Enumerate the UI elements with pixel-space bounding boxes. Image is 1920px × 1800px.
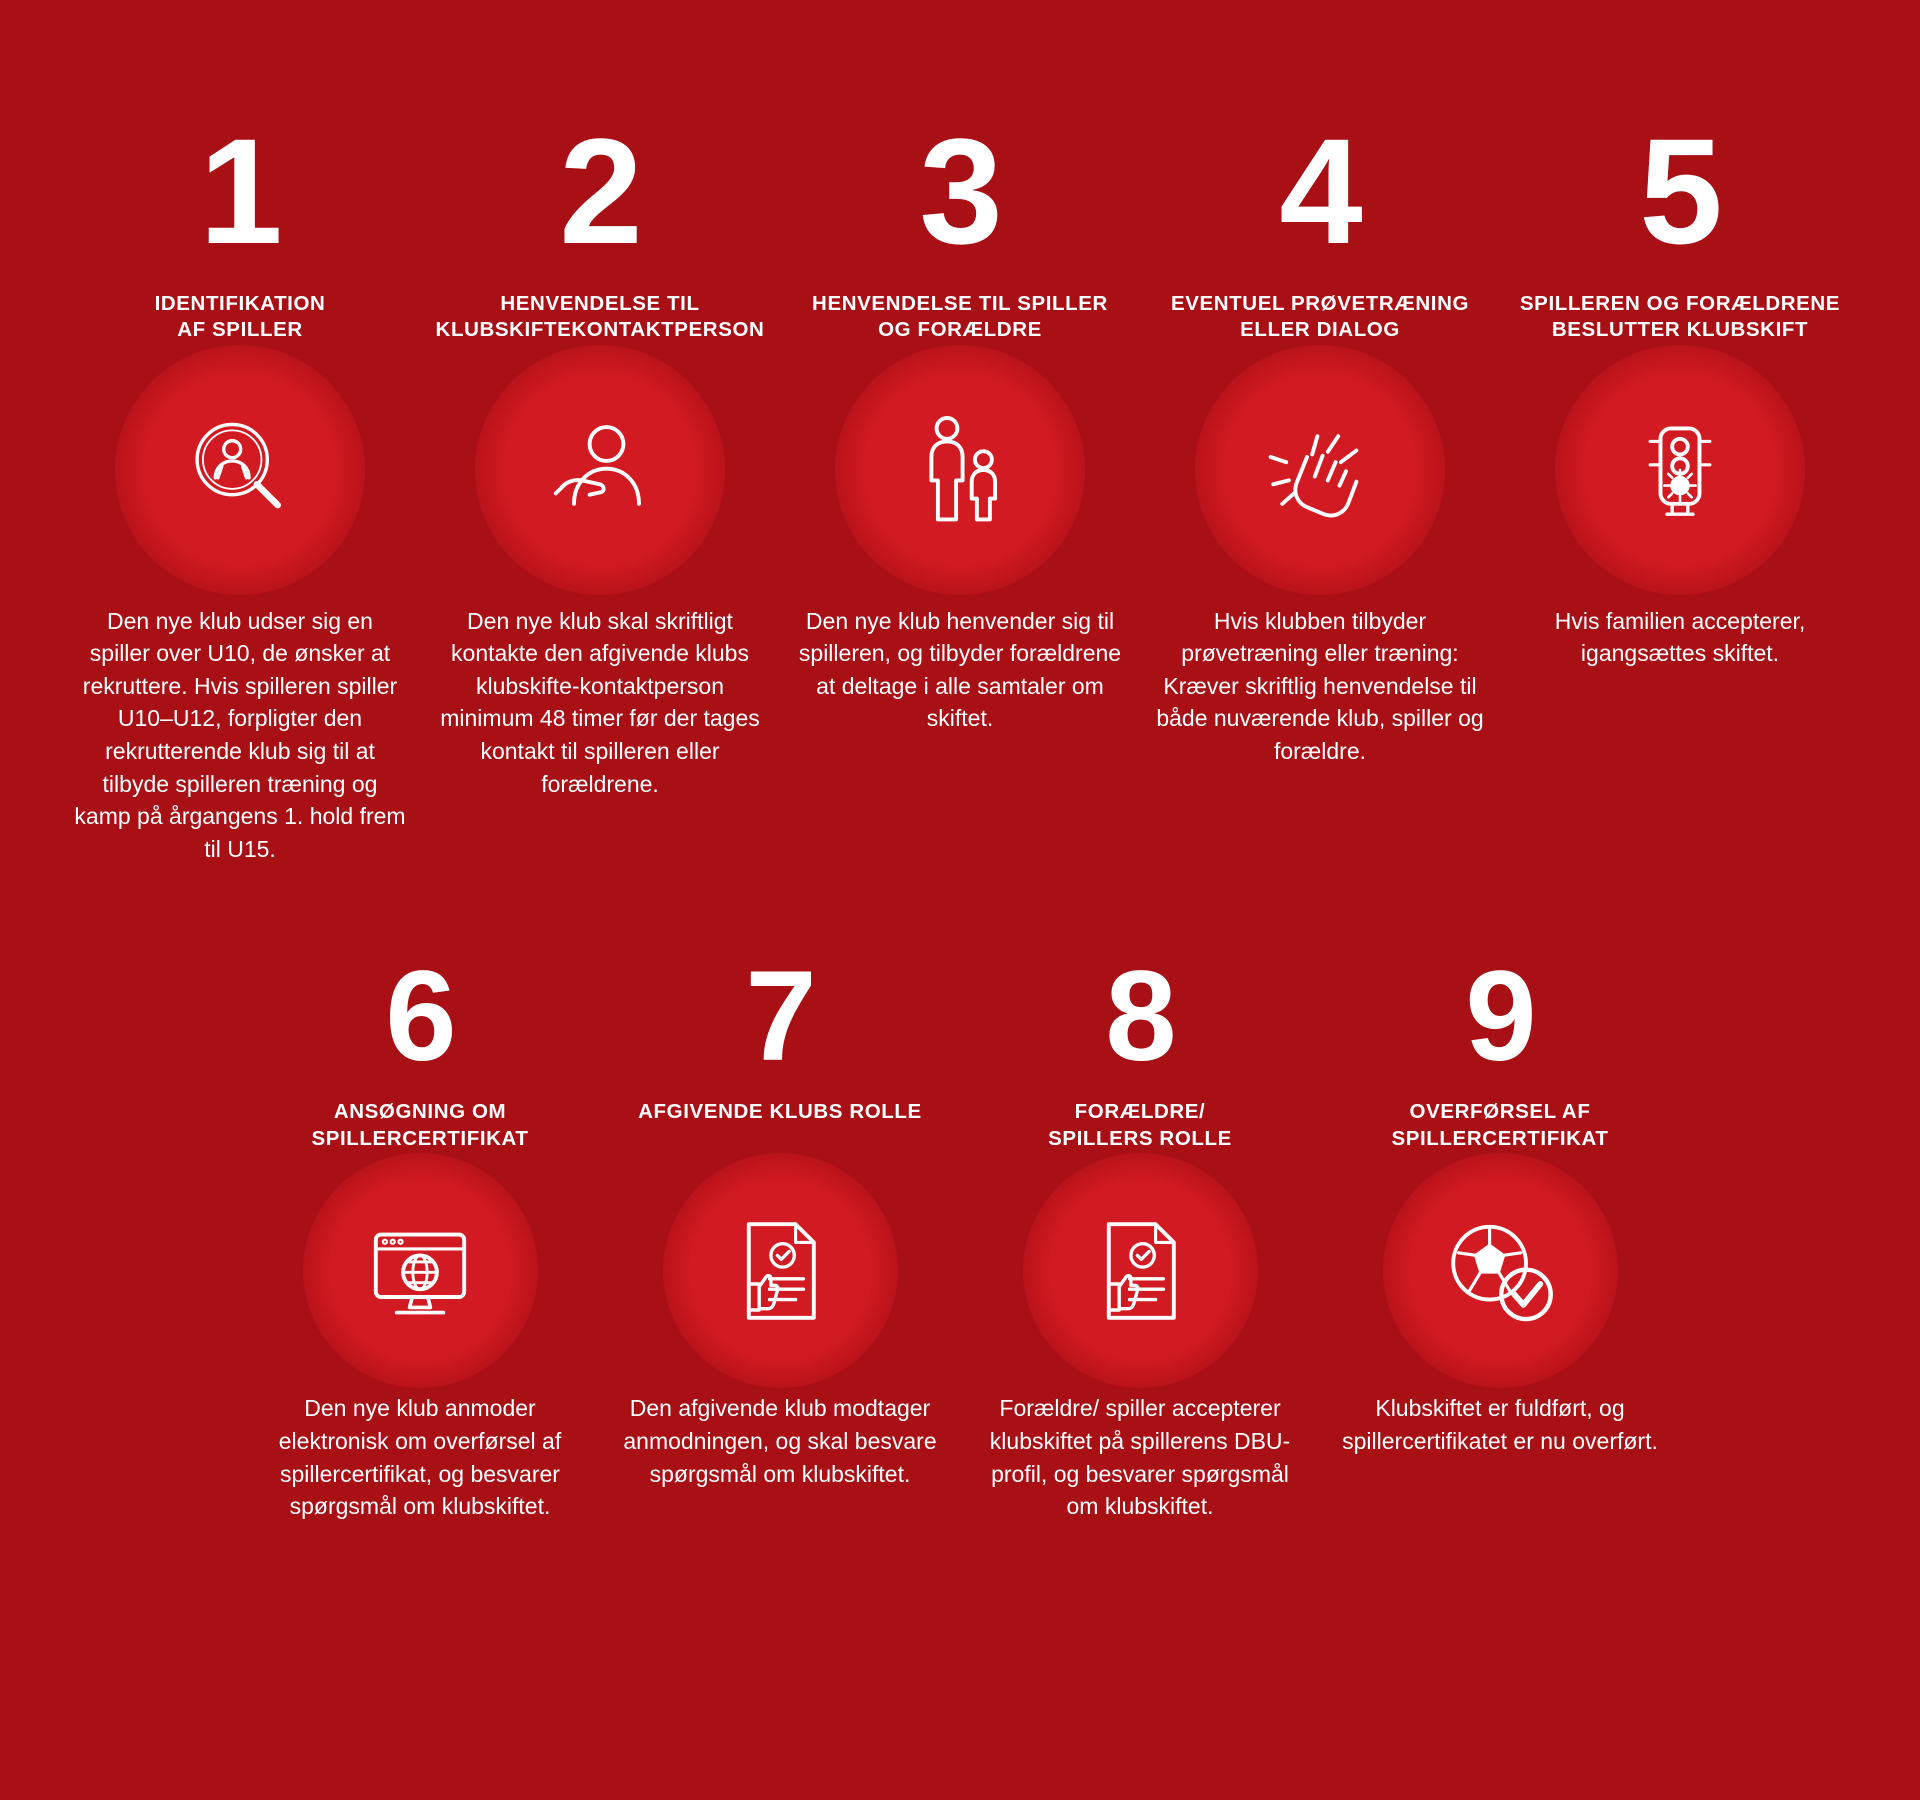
step-number: 9 [1465,944,1535,1088]
step-title [812,291,1108,345]
step-number: 4 [1279,107,1361,275]
computer-globe-icon [345,1196,495,1346]
step-body: Den nye klub udser sig en spiller over U10, de ønsker at rekruttere. Hvis spilleren spiller U10–U12, forpligter den rekrutterende klub sig til at tilbyde spilleren træning og kamp på årgangens 1. hold frem til U15. [74,607,406,863]
document-thumbup-icon [705,1196,855,1346]
step-title-line1: HENVENDELSE TIL [500,291,700,315]
step-number: 3 [919,107,1001,275]
step-body: Forældre/ spiller accepterer klubskiftet på spillerens DBU-profil, og besvarer spørgsmål om klubskiftet. [989,1395,1291,1520]
step-title [638,1099,922,1153]
step-title [436,291,765,345]
football-check-icon [1425,1196,1575,1346]
step-4 [1140,107,1500,768]
step-icon-wrap [475,345,725,595]
step-body: Den nye klub skal skriftligt kontakte den afgivende klubs klubskifte-kontaktperson minimum 48 timer før der tages kontakt til spilleren eller forældrene. [440,607,760,797]
step-title-line1: HENVENDELSE TIL SPILLER [812,291,1108,315]
step-title-line2: AF SPILLER [177,318,303,342]
step-icon-wrap [835,345,1085,595]
document-thumbup-icon [1065,1196,1215,1346]
step-number: 5 [1639,107,1721,275]
step-2 [420,107,780,800]
step-body: Hvis familien accepterer, igangsættes skiftet. [1554,607,1806,667]
step-title-line2: SPILLERCERTIFIKAT [1391,1126,1609,1150]
step-8 [960,944,1320,1523]
step-icon-wrap [663,1153,898,1388]
step-body: Den afgivende klub modtager anmodningen, og skal besvare spørgsmål om klubskiftet. [623,1395,937,1487]
step-icon-wrap [1555,345,1805,595]
step-title-line1: OVERFØRSEL AF [1409,1100,1591,1124]
step-title-line2: OG FORÆLDRE [878,318,1042,342]
step-title [1171,291,1469,345]
step-title-line1: FORÆLDRE/ [1074,1100,1206,1124]
step-title-line1: EVENTUEL PRØVETRÆNING [1170,291,1470,315]
person-handshake-icon [525,395,675,545]
step-title [155,291,326,345]
step-icon-wrap [303,1153,538,1388]
step-title-line2: KLUBSKIFTEKONTAKTPERSON [435,318,765,342]
step-number: 2 [559,107,641,275]
step-title-line2: BESLUTTER KLUBSKIFT [1551,318,1809,342]
step-title-line2: SPILLERS ROLLE [1048,1126,1232,1150]
clapping-hands-icon [1245,395,1395,545]
step-title-line1: AFGIVENDE KLUBS ROLLE [638,1100,922,1124]
step-title [1391,1099,1608,1153]
step-5 [1500,107,1860,670]
step-number: 8 [1105,944,1175,1088]
step-icon-wrap [115,345,365,595]
step-body: Den nye klub anmoder elektronisk om overførsel af spillercertifikat, og besvarer spørgsmål om klubskiftet. [278,1395,562,1520]
step-body: Klubskiftet er fuldført, og spillercertifikatet er nu overført. [1342,1395,1658,1454]
steps-row-bottom [0,866,1920,1523]
step-9 [1320,944,1680,1458]
step-number: 6 [385,944,455,1088]
step-title-line1: ANSØGNING OM [333,1100,507,1124]
step-icon-wrap [1383,1153,1618,1388]
step-icon-wrap [1195,345,1445,595]
traffic-light-icon [1605,395,1755,545]
step-number: 1 [199,107,281,275]
step-title-line2: SPILLERCERTIFIKAT [311,1126,529,1150]
step-title [311,1099,528,1153]
step-body: Hvis klubben tilbyder prøvetræning eller træning: Kræver skriftlig henvendelse til både nuværende klub, spiller og forældre. [1156,607,1484,765]
steps-row-top [0,0,1920,866]
step-title-line2: ELLER DIALOG [1240,318,1400,342]
step-6 [240,944,600,1523]
step-1 [60,107,420,866]
step-body: Den nye klub henvender sig til spilleren, og tilbyder forældrene at deltage i alle samtaler om skiftet. [798,607,1122,732]
step-title [1520,291,1840,345]
player-search-icon [165,395,315,545]
step-title [1048,1099,1232,1153]
step-number: 7 [745,944,815,1088]
step-title-line1: IDENTIFIKATION [154,291,326,315]
step-3 [780,107,1140,735]
step-7 [600,944,960,1491]
step-icon-wrap [1023,1153,1258,1388]
parent-child-icon [885,395,1035,545]
step-title-line1: SPILLEREN OG FORÆLDRENE [1519,291,1841,315]
